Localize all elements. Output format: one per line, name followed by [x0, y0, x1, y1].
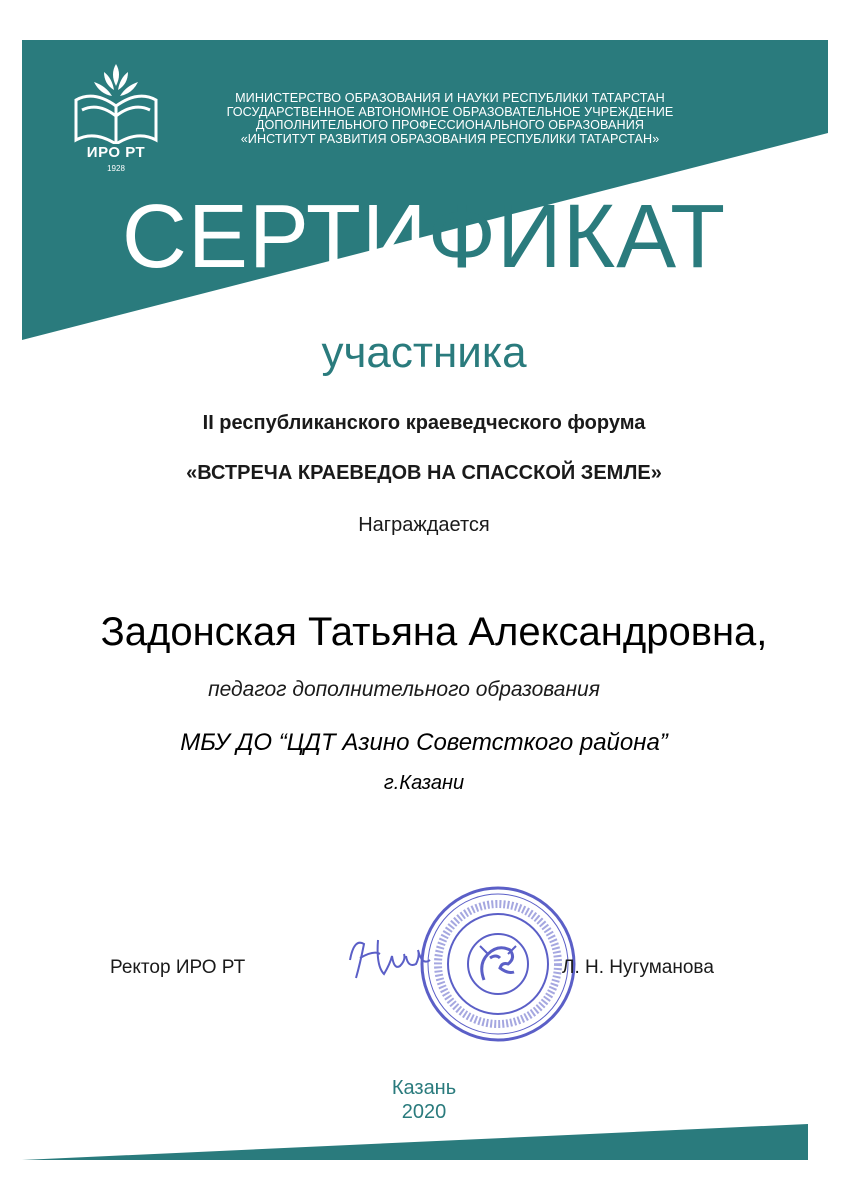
logo-year: 1928: [107, 164, 125, 173]
book-sprout-icon: [70, 60, 162, 144]
logo-text: ИРО РТ: [86, 144, 146, 161]
ministry-line: ДОПОЛНИТЕЛЬНОГО ПРОФЕССИОНАЛЬНОГО ОБРАЗОВАНИЯ: [255, 118, 645, 132]
ministry-line: «ИНСТИТУТ РАЗВИТИЯ ОБРАЗОВАНИЯ РЕСПУБЛИКИ ТАТАРСТАН»: [240, 131, 660, 146]
recipient-position: педагог дополнительного образования: [208, 678, 600, 701]
recipient-city: г.Казани: [383, 772, 465, 794]
forum-name: «ВСТРЕЧА КРАЕВЕДОВ НА СПАССКОЙ ЗЕМЛЕ»: [186, 462, 662, 484]
ministry-line: МИНИСТЕРСТВО ОБРАЗОВАНИЯ И НАУКИ РЕСПУБЛИКИ ТАТАРСТАН: [235, 91, 665, 105]
ministry-header: [180, 92, 720, 146]
footer-band: [22, 1124, 808, 1160]
certificate-title: [0, 187, 848, 287]
footer-place: [0, 1076, 848, 1124]
awarded-label: Награждается: [358, 514, 490, 536]
rector-name: Л. Н. Нугуманова: [562, 957, 714, 978]
rector-title: Ректор ИРО РТ: [110, 957, 246, 978]
ministry-line: ГОСУДАРСТВЕННОЕ АВТОНОМНОЕ ОБРАЗОВАТЕЛЬНОЕ УЧРЕЖДЕНИЕ: [226, 104, 674, 119]
certificate-title-part1: СЕРТИ: [121, 187, 428, 287]
footer-city: Казань: [391, 1077, 457, 1099]
certificate-title-part2: ФИКАТ: [427, 187, 727, 287]
recipient-name: Задонская Татьяна Александровна,: [100, 610, 768, 654]
official-seal-icon: [418, 884, 578, 1044]
recipient-organization: МБУ ДО “ЦДТ Азино Советсткого района”: [180, 729, 668, 756]
certificate-subtitle: участника: [321, 328, 527, 377]
forum-title: II республиканского краеведческого форума: [202, 412, 646, 434]
footer-year: 2020: [401, 1101, 447, 1123]
iro-logo: [70, 60, 162, 180]
